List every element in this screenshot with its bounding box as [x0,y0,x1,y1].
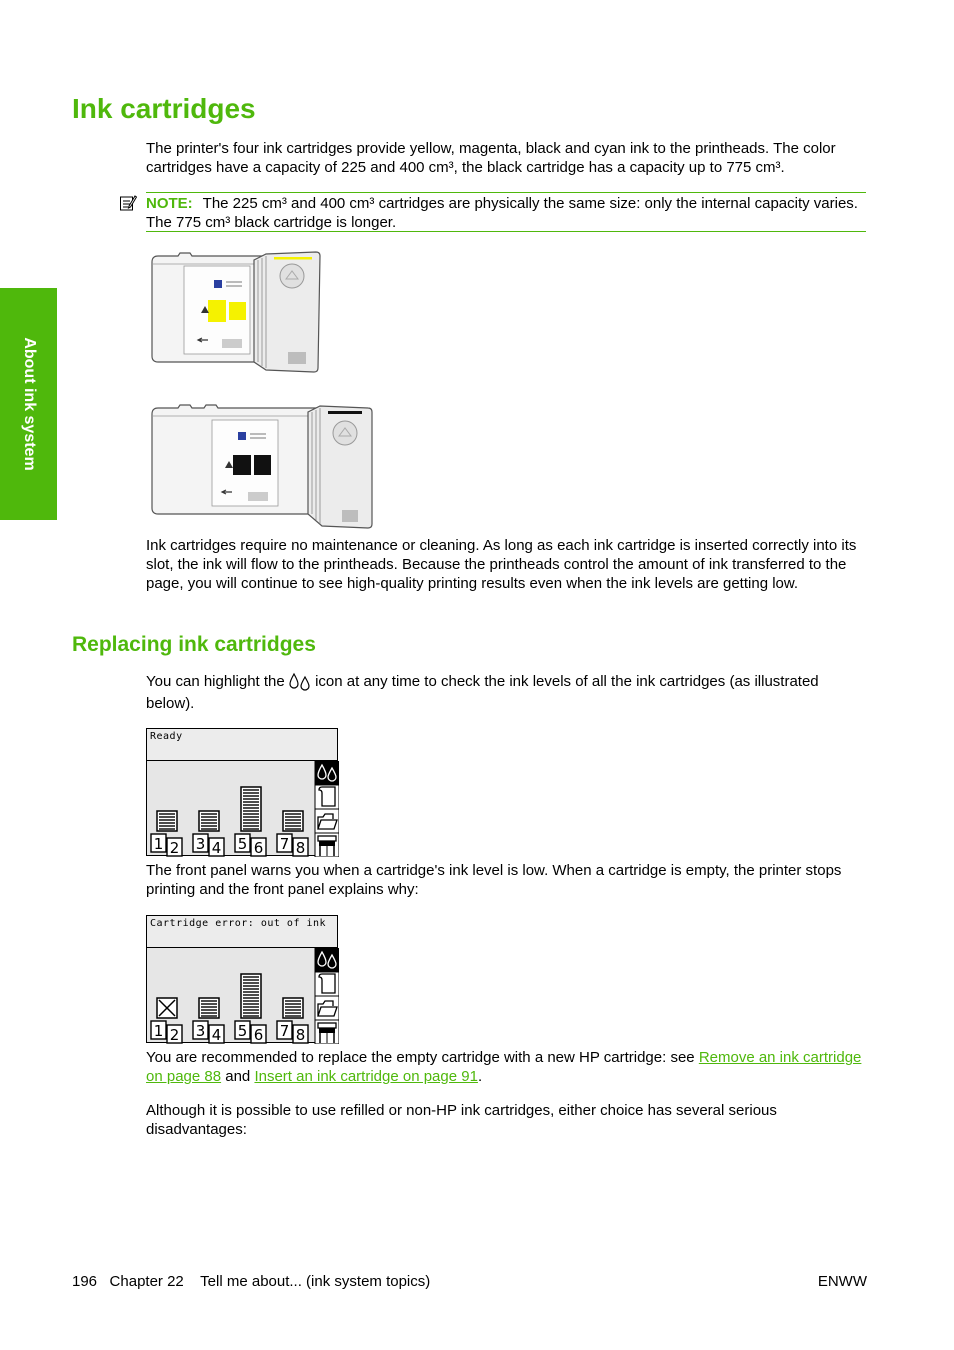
svg-text:4: 4 [211,1026,222,1044]
slot-number-6 [251,838,266,857]
footer-chapter-title: Tell me about... (ink system topics) [200,1273,431,1290]
slot-number-4 [209,1025,224,1044]
highlight-after: icon at any time to check the ink levels of all the ink cartridges (as illustrated below). [146,673,819,712]
footer-left [72,1272,430,1291]
paper-menu-icon [315,785,339,809]
yellow-cartridge-image [146,250,322,376]
slot-number-8 [293,838,308,857]
recommend-paragraph [146,1048,870,1086]
page-title: Ink cartridges [72,93,256,124]
svg-text:6: 6 [253,1026,264,1044]
recommend-middle: and [225,1068,251,1085]
folder-menu-icon [315,996,339,1020]
ink-level-gauge [241,787,261,831]
recommend-before: You are recommended to replace the empty cartridge with a new HP cartridge: see [146,1049,695,1066]
printer-menu-icon [315,1020,339,1044]
note-text-block [146,193,866,232]
svg-text:4: 4 [211,839,222,857]
footer-page-number: 196 [72,1273,98,1290]
remove-cartridge-link[interactable]: Remove an ink cartridge on page 88 [146,1049,862,1085]
svg-text:5: 5 [237,1022,248,1040]
panel-error-status-text: Cartridge error: out of ink [147,916,337,948]
paper-menu-icon [315,972,339,996]
svg-text:1: 1 [153,835,164,853]
slot-number-2 [167,1025,182,1044]
footer-chapter: Chapter 22 [109,1273,184,1290]
svg-text:8: 8 [295,839,306,857]
svg-text:6: 6 [253,839,264,857]
insert-cartridge-link[interactable]: Insert an ink cartridge on page 91 [254,1068,478,1085]
printer-menu-icon [315,833,339,857]
ink-level-gauge [283,811,303,831]
section-title: Replacing ink cartridges [72,633,316,656]
svg-text:5: 5 [237,835,248,853]
slot-number-3 [193,834,208,853]
highlight-before: You can highlight the [146,673,285,690]
front-panel-ready [146,728,338,856]
black-cartridge-image [146,402,376,532]
svg-text:3: 3 [195,835,206,853]
slot-number-1 [151,1021,166,1040]
slot-number-7 [277,834,292,853]
svg-text:7: 7 [279,1022,290,1040]
ink-menu-icon [315,948,339,972]
ink-level-gauge [283,998,303,1018]
warning-paragraph: The front panel warns you when a cartridge's ink level is low. When a cartridge is empty, the printer stops printing and the front panel explains why: [146,862,842,898]
note-icon [119,194,137,212]
front-panel-error [146,915,338,1043]
ink-menu-icon [315,761,339,785]
slot-number-4 [209,838,224,857]
maintenance-paragraph: Ink cartridges require no maintenance or cleaning. As long as each ink cartridge is inserted correctly into its slot, the ink will flow to the printheads. Because the printheads control the amount of ink transferred to the page, you will continue to see high-quality printing results even when the ink levels are getting low. [146,537,857,592]
side-tab-label: About ink system [20,337,38,471]
svg-text:1: 1 [153,1022,164,1040]
svg-text:2: 2 [169,1026,180,1044]
svg-text:7: 7 [279,835,290,853]
note-text: The 225 cm³ and 400 cm³ cartridges are physically the same size: only the internal capacity varies. The 775 cm³ black cartridge is longer. [146,195,858,231]
folder-menu-icon [315,809,339,833]
empty-cartridge-gauge [157,998,177,1018]
highlight-paragraph [146,671,870,715]
panel-status-text: Ready [147,729,337,761]
slot-number-8 [293,1025,308,1044]
recommend-after: . [477,1068,483,1085]
refill-paragraph: Although it is possible to use refilled or non-HP ink cartridges, either choice has several serious disadvantages: [146,1102,777,1138]
slot-number-5 [235,1021,250,1040]
ink-level-gauge [199,811,219,831]
svg-text:8: 8 [295,1026,306,1044]
slot-number-3 [193,1021,208,1040]
slot-number-1 [151,834,166,853]
footer-right: ENWW [817,1273,867,1290]
ink-level-gauge [241,974,261,1018]
note-label: NOTE: [146,195,193,212]
ink-level-gauge [157,811,177,831]
panel-error-display [147,948,339,1044]
svg-text:3: 3 [195,1022,206,1040]
ink-drops-icon [289,671,311,691]
note-box [146,192,866,232]
intro-paragraph: The printer's four ink cartridges provide yellow, magenta, black and cyan ink to the printheads. The color cartridges have a capacity of 225 and 400 cm³, the black cartridge has a capacity up to 775 cm³. [146,140,836,176]
svg-text:2: 2 [169,839,180,857]
panel-ready-display [147,761,339,857]
slot-number-2 [167,838,182,857]
slot-number-7 [277,1021,292,1040]
slot-number-5 [235,834,250,853]
slot-number-6 [251,1025,266,1044]
ink-level-gauge [199,998,219,1018]
side-tab[interactable] [0,288,57,520]
